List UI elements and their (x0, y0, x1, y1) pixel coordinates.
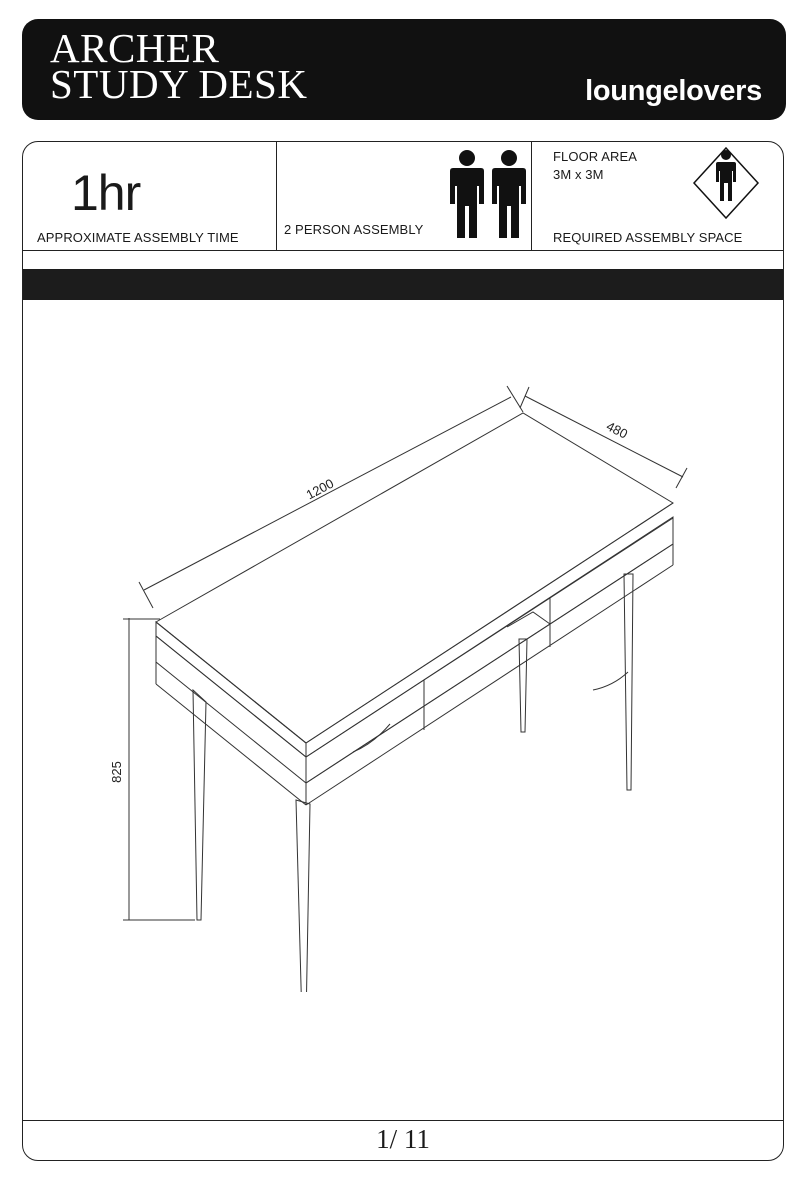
desk-top (156, 413, 673, 743)
header-banner (22, 19, 786, 120)
depth-dimension-label: 480 (603, 418, 631, 442)
two-person-icon (448, 148, 528, 240)
assembly-info-row (23, 142, 783, 250)
height-dimension-label: 825 (109, 761, 124, 783)
desk-front-edge (156, 622, 306, 757)
assembly-space-icon (691, 145, 761, 221)
title-line-1: ARCHER (50, 25, 220, 71)
desk-dimension-diagram (23, 372, 783, 992)
product-title (50, 25, 308, 107)
assembly-space-label: REQUIRED ASSEMBLY SPACE (553, 230, 743, 245)
divider (23, 250, 783, 251)
person-icon (450, 150, 484, 238)
drawer-handle (593, 672, 628, 690)
person-assembly-label: 2 PERSON ASSEMBLY (284, 222, 424, 237)
brand-logo: loungelovers (585, 75, 762, 107)
desk-leg (296, 800, 310, 992)
divider (531, 142, 532, 250)
assembly-time-label: APPROXIMATE ASSEMBLY TIME (37, 230, 239, 245)
depth-dimension-line (520, 387, 687, 488)
drawer-handle (353, 724, 390, 752)
assembly-time-value: 1hr (71, 165, 141, 221)
desk-carcass (156, 517, 673, 783)
desk-leg (519, 639, 527, 732)
width-dimension-label: 1200 (303, 475, 337, 503)
divider (276, 142, 277, 250)
height-dimension-line (123, 618, 195, 920)
title-line-2: STUDY DESK (50, 61, 308, 107)
open-shelf (424, 598, 550, 706)
desk-leg (624, 574, 633, 790)
section-bar (23, 269, 783, 300)
floor-area-label: FLOOR AREA (553, 149, 638, 164)
page-number: 1/ 11 (376, 1124, 430, 1154)
desk-leg (193, 690, 206, 920)
floor-area-value: 3M x 3M (553, 167, 604, 182)
person-icon (492, 150, 526, 238)
width-dimension-line (139, 386, 523, 608)
instruction-page (22, 141, 784, 1161)
divider (23, 1120, 783, 1121)
